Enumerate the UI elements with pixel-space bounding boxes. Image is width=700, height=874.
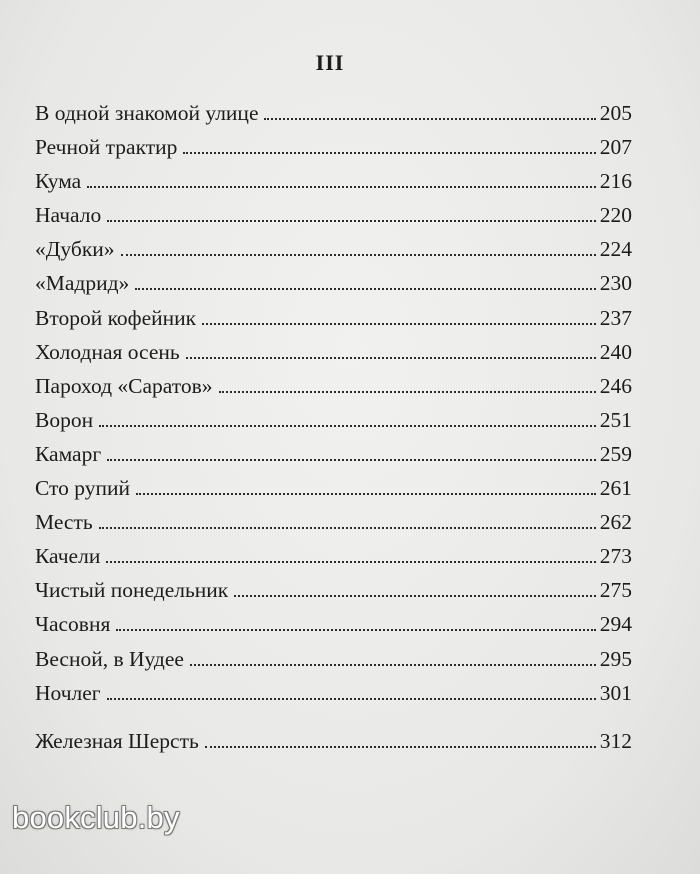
toc-entry-page: 261 <box>599 476 632 501</box>
toc-entry-title: Камарг <box>35 441 102 466</box>
toc-entry-page: 251 <box>599 407 632 432</box>
toc-entry-title: Ночлег <box>35 680 101 705</box>
toc-entry-page: 262 <box>599 510 632 535</box>
toc-entry <box>35 198 632 232</box>
toc-entry-page: 275 <box>599 578 632 603</box>
toc-entry-page: 259 <box>599 441 632 466</box>
toc-entry-title: Весной, в Иудее <box>35 646 184 671</box>
dot-leader <box>116 629 595 631</box>
dot-leader <box>99 527 596 529</box>
toc-entry-title: В одной знакомой улице <box>35 101 259 125</box>
dot-leader <box>107 220 596 222</box>
toc-entry-title: Речной трактир <box>35 135 178 160</box>
section-heading: III <box>315 50 345 75</box>
toc-entry-title: Кума <box>35 169 82 194</box>
dot-leader <box>121 254 596 256</box>
toc-entry-title: Холодная осень <box>35 339 180 364</box>
dot-leader <box>106 561 595 563</box>
toc-entry-title: Чистый понедельник <box>35 578 229 603</box>
toc-entry-page: 237 <box>599 305 632 330</box>
toc-entry-title: Месть <box>35 510 93 535</box>
toc-entry <box>35 471 632 505</box>
toc-entry <box>35 724 632 758</box>
toc-entry <box>35 539 632 573</box>
toc-entry-page: 301 <box>599 680 632 705</box>
toc-entry-title: Начало <box>35 203 102 228</box>
toc-entry-page: 216 <box>599 169 632 194</box>
dot-leader <box>205 746 596 748</box>
toc-entry <box>35 301 632 335</box>
toc-entry-title: Второй кофейник <box>35 305 197 330</box>
toc-entry-page: 230 <box>599 271 632 296</box>
toc-entry-page: 273 <box>599 544 632 569</box>
dot-leader <box>107 698 596 700</box>
dot-leader <box>202 323 596 325</box>
toc-entry <box>35 96 632 130</box>
toc-entry-page: 220 <box>599 203 632 228</box>
toc-entry-title: Ворон <box>35 407 94 432</box>
toc-entry-title: «Дубки» <box>35 237 115 262</box>
dot-leader <box>183 152 595 154</box>
watermark-logo: bookclub.by <box>12 800 180 835</box>
dot-leader <box>136 493 596 495</box>
dot-leader <box>135 288 595 290</box>
dot-leader <box>186 357 596 359</box>
toc-entry <box>35 403 632 437</box>
toc-entry-page: 207 <box>599 135 632 160</box>
toc-entry <box>35 164 632 198</box>
table-of-contents <box>35 96 632 710</box>
toc-entry-title: Часовня <box>35 612 111 637</box>
toc-entry <box>35 130 632 164</box>
toc-entry <box>35 335 632 369</box>
toc-entry-title: Сто рупий <box>35 476 131 501</box>
toc-entry <box>35 607 632 641</box>
dot-leader <box>219 391 596 393</box>
toc-entry <box>35 266 632 300</box>
toc-entry-title: Пароход «Саратов» <box>35 373 213 398</box>
toc-entry <box>35 505 632 539</box>
toc-entry-page: 246 <box>599 373 632 398</box>
toc-entry <box>35 573 632 607</box>
toc-entry <box>35 369 632 403</box>
toc-entry <box>35 437 632 471</box>
dot-leader <box>107 459 596 461</box>
toc-entry-title: Качели <box>35 544 101 569</box>
toc-entry-page: 240 <box>599 339 632 364</box>
toc-entry-page: 224 <box>599 237 632 262</box>
toc-entry-title: Железная Шерсть <box>35 729 199 753</box>
dot-leader <box>264 118 595 120</box>
toc-entry <box>35 642 632 676</box>
toc-entry-page: 295 <box>599 646 632 671</box>
toc-entry <box>35 676 632 710</box>
dot-leader <box>234 595 596 597</box>
dot-leader <box>99 425 596 427</box>
toc-entry-title: «Мадрид» <box>35 271 130 296</box>
dot-leader <box>190 664 596 666</box>
toc-entry-page: 312 <box>599 729 632 753</box>
toc-entry-page: 294 <box>599 612 632 637</box>
toc-appendix <box>35 724 632 758</box>
toc-entry-page: 205 <box>599 101 632 125</box>
toc-entry <box>35 232 632 266</box>
dot-leader <box>87 186 596 188</box>
